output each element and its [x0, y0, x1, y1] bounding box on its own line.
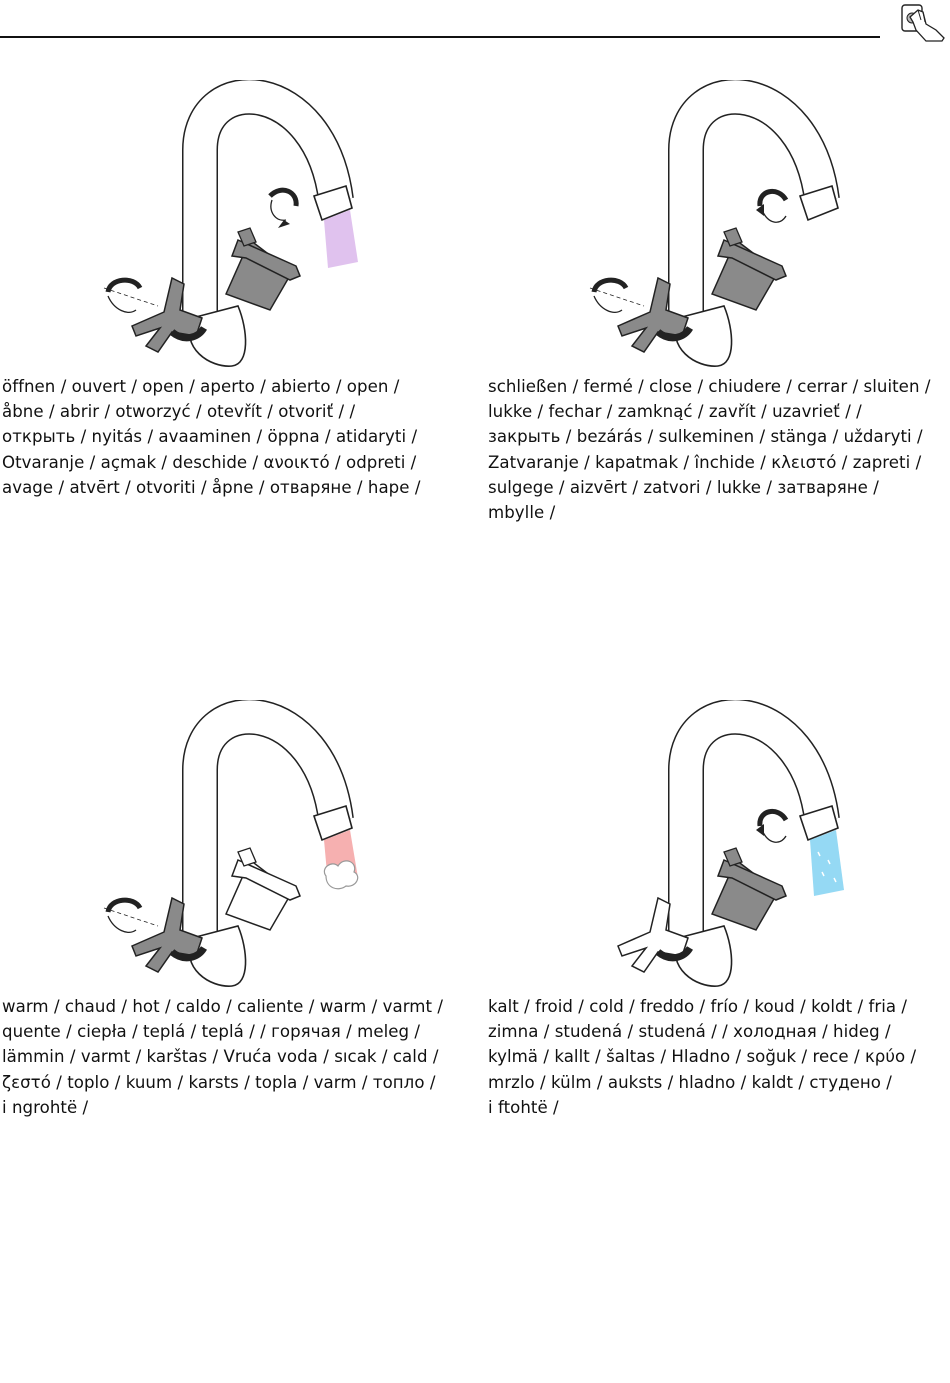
- faucet-cold-illustration: [586, 700, 886, 990]
- caption-cold: kalt / froid / cold / freddo / frío / koud / koldt / fria / zimna / studená / studená / / холодная / hideg / kylmä / kallt / šaltas / Hladno / soğuk / rece / κρύο / mrzlo / külm / auksts / hladno / kaldt / студено / i ftohtë /: [488, 997, 917, 1117]
- panel-cold: [486, 680, 946, 1160]
- panel-close: [486, 60, 946, 540]
- faucet-hot-illustration: [100, 700, 400, 990]
- caption-close: schließen / fermé / close / chiudere / cerrar / sluiten / lukke / fechar / zamknąć / zavřít / uzavrieť / / закрыть / bezárás / sulkeminen / stänga / uždaryti / Zatvaranje / kapatmak / închide / κλειστό / zapreti / sulgege / aizvērt / zatvori / lukke / затваряне / mbylle /: [488, 377, 931, 523]
- faucet-close-illustration: [586, 80, 886, 370]
- header-rule: [0, 36, 880, 38]
- panel-hot: [0, 680, 460, 1160]
- caption-hot: warm / chaud / hot / caldo / caliente / warm / varmt / quente / ciepła / teplá / teplá / / горячая / meleg / lämmin / varmt / karštas / Vruća voda / sıcak / cald / ζεστό / toplo / kuum / karsts / topla / varm / топло / i ngrohtë /: [2, 997, 444, 1117]
- panel-open: [0, 60, 460, 540]
- hand-pressing-button-icon: [896, 0, 946, 42]
- faucet-open-illustration: [100, 80, 400, 370]
- caption-open: öffnen / ouvert / open / aperto / abierto / open / åbne / abrir / otworzyć / otevřít / otvoriť / / открыть / nyitás / avaaminen / öppna / atidaryti / Otvaranje / açmak / deschide / ανοικτό / odpreti / avage / atvērt / otvoriti / åpne / отваряне / hape /: [2, 377, 421, 497]
